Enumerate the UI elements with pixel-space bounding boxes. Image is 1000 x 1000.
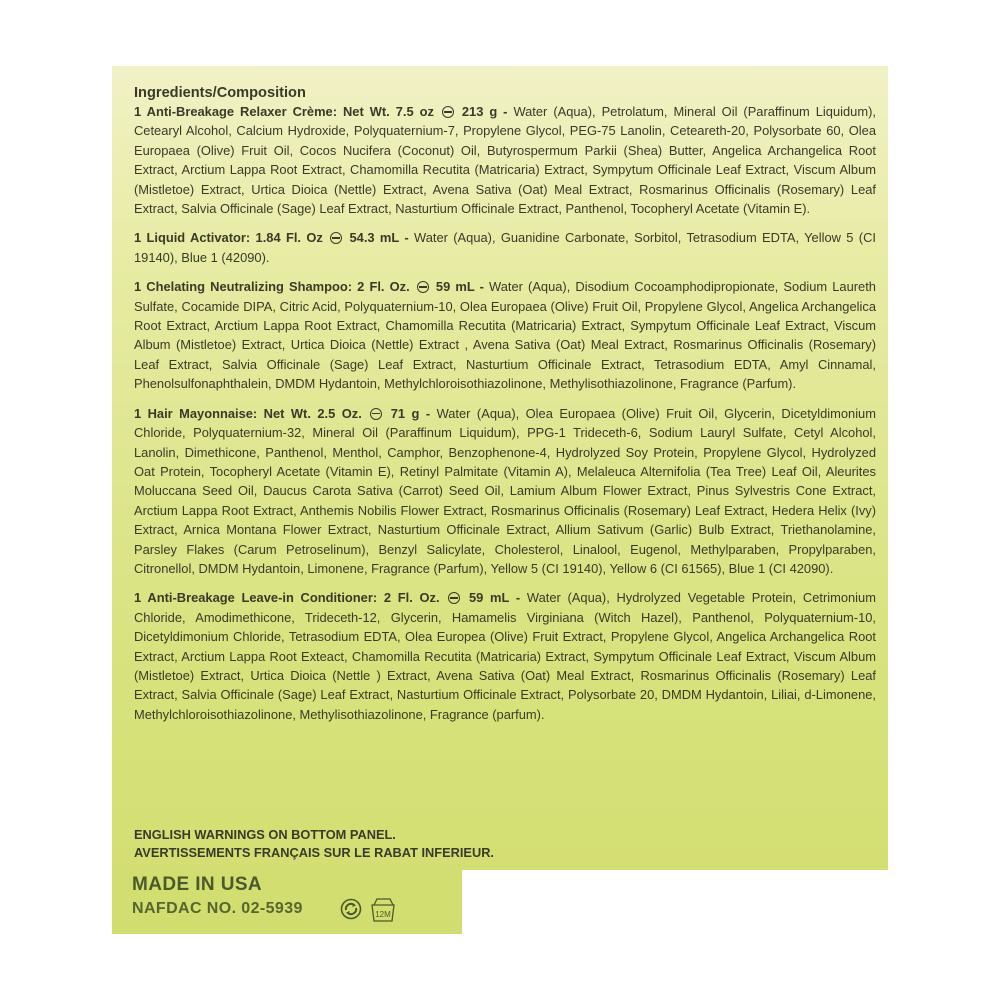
- english-warning: ENGLISH WARNINGS ON BOTTOM PANEL.: [134, 827, 396, 842]
- period-after-opening-icon: [368, 896, 398, 924]
- blank-label-area: [462, 870, 888, 934]
- pao-label: 12M: [375, 910, 391, 919]
- nafdac-number: NAFDAC NO. 02-5939: [132, 900, 303, 917]
- made-in-label: MADE IN USA: [132, 874, 263, 895]
- section-label: 1 Hair Mayonnaise: Net Wt. 2.5 Oz.: [134, 405, 362, 421]
- section-ingredients: Water (Aqua), Olea Europaea (Olive) Fruit Oil, Glycerin, Dicetyldimonium Chloride, Polyquaternium-32, Mineral Oil (Paraffinum Liquidum), PPG-1 Trideceth-6, Sodium Lauryl Sulfate, Cetyl Alcohol, Lanolin, Dimethicone, Panthenol, Menthol, Camphor, Benzophenone-4, Hydrolyzed Soy Protein, Propylene Glycol, Hydrolyzed Oat Protein, Tocopheryl Acetate (Vitamin E), Retinyl Palmitate (Vitamin A), Melaleuca Alternifolia (Tea Tree) Leaf Oil, Aleurites Moluccana Seed Oil, Daucus Carota Sativa (Carrot) Seed Oil, Lamium Album Flower Extract, Pinus Sylvestris Cone Extract, Arctium Lappa Root Extract, Anthemis Nobilis Flower Extract, Rosmarinus Officinalis (Rosemary) Leaf Extract, Hedera Helix (Ivy) Extract, Arnica Montana Flower Extract, Nasturtium Officinale Extract, Allium Sativum (Garlic) Bulb Extract, Triethanolamine, Parsley Flakes (Carum Petroselinum), Benzyl Salicylate, Cholesterol, Linalool, Eugenol, Methylparaben, Propylparaben, Citronellol, DMDM Hydantoin, Limonene, Fragrance (Parfum), Yellow 5 (CI 19140), Yellow 6 (CI 61565), Blue 1 (CI 42090).: [134, 405, 876, 576]
- ingredients-content: [134, 84, 876, 734]
- section-amount: 213 g -: [461, 104, 508, 119]
- section-label: 1 Chelating Neutralizing Shampoo: 2 Fl. Oz.: [134, 279, 410, 295]
- section-amount: 59 mL -: [435, 279, 484, 295]
- section-activator: [134, 228, 876, 267]
- section-ingredients: Water (Aqua), Disodium Cocoamphodipropionate, Sodium Laureth Sulfate, Cocamide DIPA, Citric Acid, Polyquaternium-10, Olea Europaea (Olive) Fruit Oil, Propylene Glycol, Angelica Archangelica Root Extract, Arctium Lappa Root Extract, Chamomilla Recutita (Matricaria) Extract, Sympytum Officinale Leaf Extract, Viscum Album (Mistletoe) Extract, Urtica Dioica (Nettle) Extract , Avena Sativa (Oat) Meal Extract, Rosmarinus Officinalis (Rosemary) Leaf Extract, Salvia Officinale (Sage) Leaf Extract, Nasturtium Officinale Extract, Tetrasodium EDTA, Amyl Cinnamal, Phenolsulfonaphthalein, DMDM Hydantoin, Methylchloroisothiazolinone, Methylisothiazolinone, Fragrance (Parfum).: [134, 279, 876, 392]
- section-ingredients: Water (Aqua), Hydrolyzed Vegetable Protein, Cetrimonium Chloride, Amodimethicone, Trideceth-12, Glycerin, Hamamelis Virginiana (Witch Hazel), Panthenol, Polyquaternium-10, Dicetyldimonium Chloride, Tetrasodium EDTA, Olea Europea (Olive) Fruit Extract, Propylene Glycol, Angelica Archangelica Root Extract, Arctium Lappa Root Exteact, Chamomilla Recutita (Matricaria) Extract, Sympytum Officinale Leaf Extract, Viscum Album (Mistletoe) Extract, Urtica Dioica (Nettle ) Extract, Avena Sativa (Oat) Meal Extract, Rosmarinus Officinalis (Rosemary) Leaf Extract, Salvia Officinale (Sage) Leaf Extract, Nasturtium Officinale Extract, Polysorbate 20, DMDM Hydantoin, Liliai, d-Limonene, Methylchloroisothiazolinone, Methylisothiazolinone, Fragrance (parfum).: [134, 590, 876, 722]
- french-warning: AVERTISSEMENTS FRANÇAIS SUR LE RABAT INFERIEUR.: [134, 845, 494, 860]
- recycle-icon: [340, 898, 362, 920]
- section-shampoo: [134, 277, 876, 393]
- section-amount: 59 mL -: [469, 590, 521, 606]
- section-conditioner: [134, 588, 876, 724]
- section-ingredients: Water (Aqua), Petrolatum, Mineral Oil (Paraffinum Liquidum), Cetearyl Alcohol, Calcium Hydroxide, Polyquaternium-7, Propylene Glycol, PEG-75 Lanolin, Ceteareth-20, Polysorbate 60, Olea Europaea (Olive) Fruit Oil, Cocos Nucifera (Coconut) Oil, Butyrospermum Parkii (Shea) Butter, Angelica Archangelica Root Extract, Arctium Lappa Root Extract, Chamomilla Recutita (Matricaria) Extract, Sympytum Officinale Leaf Extract, Viscum Album (Mistletoe) Extract, Urtica Dioica (Nettle) Extract, Avena Sativa (Oat) Meal Extract, Rosmarinus Officinalis (Rosemary) Leaf Extract, Salvia Officinale (Sage) Leaf Extract, Nasturtium Officinale Extract, Panthenol, Tocopheryl Acetate (Vitamin E).: [134, 104, 876, 217]
- estimated-sign-icon: [330, 232, 342, 244]
- section-ingredients: Water (Aqua), Guanidine Carbonate, Sorbitol, Tetrasodium EDTA, Yellow 5 (CI 19140), Blue 1 (42090).: [134, 230, 876, 265]
- section-relaxer: [134, 102, 876, 218]
- estimated-sign-icon: [370, 408, 382, 420]
- section-amount: 54.3 mL -: [349, 230, 409, 246]
- section-label: 1 Liquid Activator: 1.84 Fl. Oz: [134, 230, 323, 246]
- warnings-block: [134, 826, 494, 862]
- section-mayonnaise: [134, 404, 876, 579]
- estimated-sign-icon: [417, 281, 429, 293]
- section-label: 1 Anti-Breakage Relaxer Crème: Net Wt. 7.5 oz: [134, 104, 434, 119]
- section-label: 1 Anti-Breakage Leave-in Conditioner: 2 Fl. Oz.: [134, 590, 440, 606]
- ingredients-heading: Ingredients/Composition: [134, 85, 306, 101]
- estimated-sign-icon: [442, 106, 454, 118]
- section-amount: 71 g -: [390, 405, 431, 421]
- ingredients-panel: [112, 66, 888, 934]
- estimated-sign-icon: [448, 592, 460, 604]
